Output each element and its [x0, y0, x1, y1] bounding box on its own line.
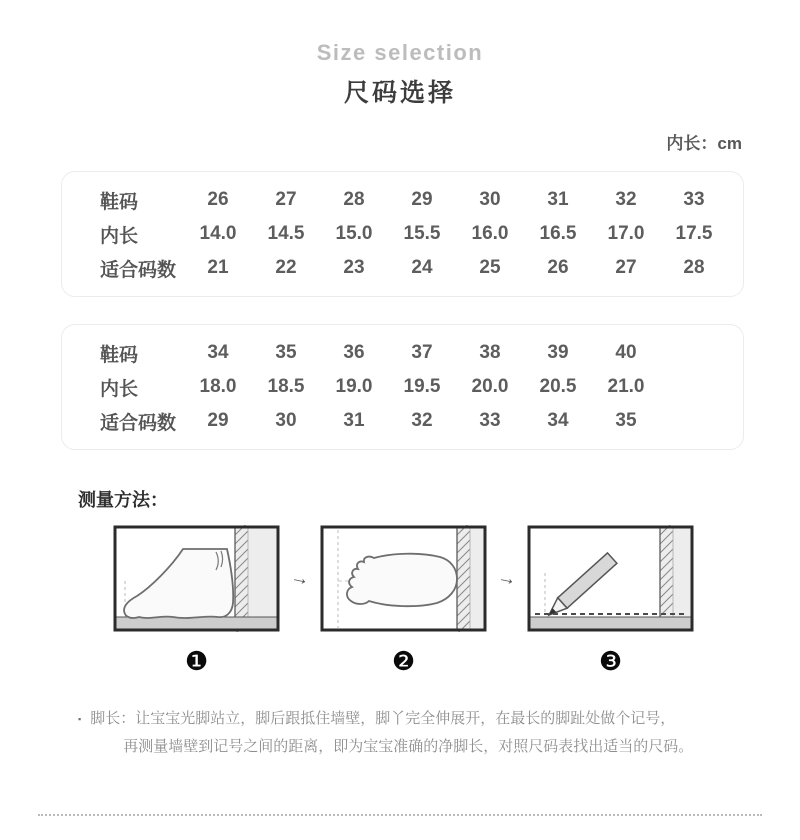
measurement-steps-row: [113, 525, 800, 632]
size-cell: 21: [207, 257, 229, 278]
size-cell: 16.0: [471, 223, 509, 244]
size-cell: 18.0: [199, 376, 237, 397]
size-cell: 33: [683, 189, 705, 210]
size-cell: 25: [479, 257, 501, 278]
size-cell: 22: [275, 257, 297, 278]
size-cell: 16.5: [539, 223, 577, 244]
size-cell: 23: [343, 257, 365, 278]
pencil-marking-illustration: [527, 525, 694, 632]
size-cell: 31: [343, 410, 365, 431]
size-cell: 17.5: [675, 223, 713, 244]
foot-side-illustration: [113, 525, 280, 632]
size-cell: 38: [479, 342, 501, 363]
size-cell: 27: [615, 257, 637, 278]
size-cell: 34: [207, 342, 229, 363]
size-cell: 35: [615, 410, 637, 431]
foot-top-illustration: [320, 525, 487, 632]
size-row-label: 适合码数: [100, 259, 177, 281]
measurement-footnote: [78, 705, 760, 761]
size-table-row: [62, 370, 743, 404]
size-cell: 17.0: [607, 223, 645, 244]
step-3-badge-icon: ❸: [598, 646, 623, 676]
size-cell: 21.0: [607, 376, 645, 397]
size-cell: 31: [547, 189, 569, 210]
size-cell: 27: [275, 189, 297, 210]
size-cell: 18.5: [267, 376, 305, 397]
section-divider: [38, 814, 762, 816]
size-cell: 26: [547, 257, 569, 278]
size-cell: 20.5: [539, 376, 577, 397]
size-cell: 20.0: [471, 376, 509, 397]
step-2-badge-icon: ❷: [391, 646, 416, 676]
step-1-badge-icon: ❶: [184, 646, 209, 676]
size-row-label: 内长: [100, 225, 139, 247]
size-cell: 14.5: [267, 223, 305, 244]
size-table-row: [62, 336, 743, 370]
size-cell: 34: [547, 410, 569, 431]
step-badges-row: [113, 648, 800, 675]
size-cell: 28: [683, 257, 705, 278]
size-cell: 15.5: [403, 223, 441, 244]
size-cell: 37: [411, 342, 433, 363]
size-table-row: [62, 404, 743, 438]
size-table-row: [62, 217, 743, 251]
size-cell: 36: [343, 342, 365, 363]
bullet-icon: ▪: [78, 714, 82, 724]
size-cell: 15.0: [335, 223, 373, 244]
size-row-label: 鞋码: [100, 191, 139, 213]
size-cell: 29: [411, 189, 433, 210]
size-cell: 39: [547, 342, 569, 363]
size-table-large: [61, 324, 744, 450]
inner-length-unit-label: 内长：cm: [666, 134, 742, 153]
size-table-small: [61, 171, 744, 297]
size-cell: 14.0: [199, 223, 237, 244]
size-cell: 33: [479, 410, 501, 431]
size-cell: 30: [479, 189, 501, 210]
size-cell: 35: [275, 342, 297, 363]
size-row-label: 鞋码: [100, 344, 139, 366]
size-cell: 29: [207, 410, 229, 431]
size-cell: 19.0: [335, 376, 373, 397]
size-cell: 32: [615, 189, 637, 210]
step-arrow-icon: →: [288, 565, 312, 591]
step-arrow-icon: →: [495, 565, 519, 591]
footnote-line-1: 脚长：让宝宝光脚站立，脚后跟抵住墙壁，脚丫完全伸展开，在最长的脚趾处做个记号，: [90, 710, 676, 727]
footnote-line-2: 再测量墙壁到记号之间的距离，即为宝宝准确的净脚长，对照尺码表找出适当的尺码。: [123, 738, 694, 755]
size-cell: 30: [275, 410, 297, 431]
page-title-chinese: 尺码选择: [343, 79, 456, 107]
size-row-label: 适合码数: [100, 412, 177, 434]
size-cell: 40: [615, 342, 637, 363]
size-cell: 24: [411, 257, 433, 278]
measurement-method-title: 测量方法：: [78, 490, 168, 510]
page-title-english: Size selection: [316, 40, 484, 65]
size-cell: 26: [207, 189, 229, 210]
size-row-label: 内长: [100, 378, 139, 400]
size-cell: 28: [343, 189, 365, 210]
footnote-text: [90, 705, 693, 761]
size-cell: 19.5: [403, 376, 441, 397]
size-table-row: [62, 251, 743, 285]
size-cell: 32: [411, 410, 433, 431]
size-table-row: [62, 183, 743, 217]
